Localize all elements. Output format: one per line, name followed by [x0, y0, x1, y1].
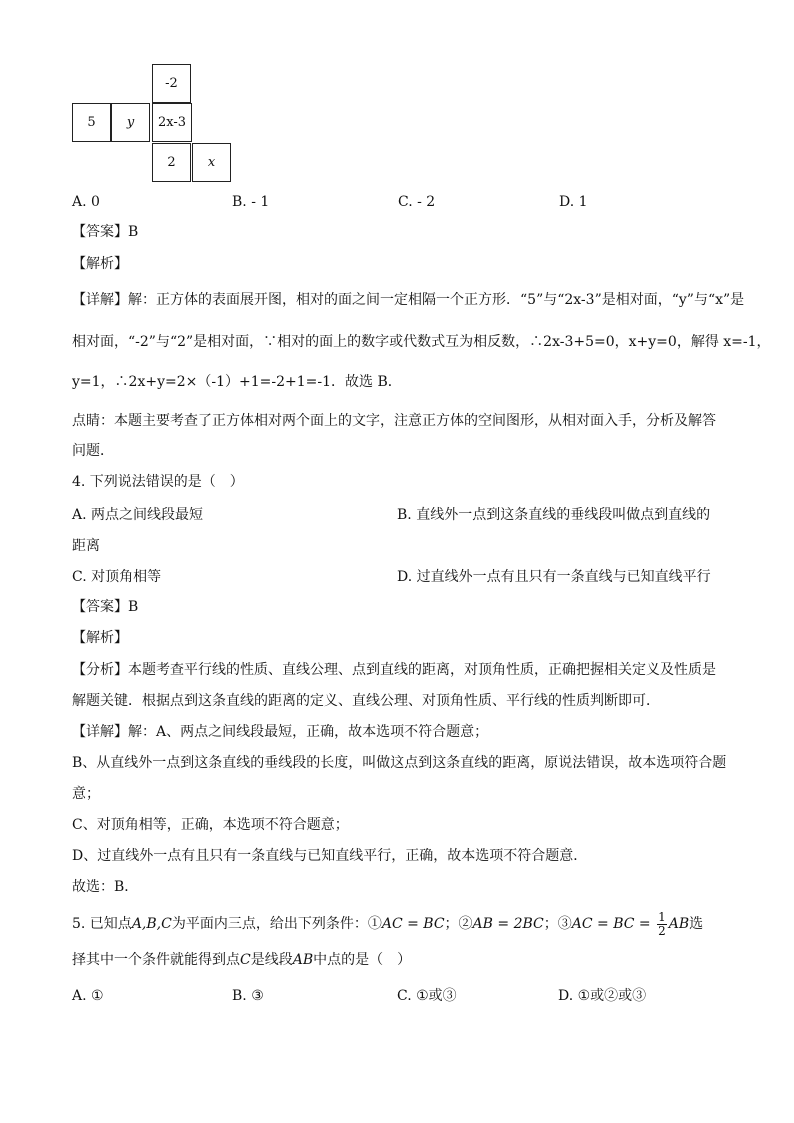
q5-fraction-numerator: 1 — [658, 909, 666, 924]
q3-detail-line-1: 【详解】解：正方体的表面展开图，相对的面之间一定相隔一个正方形．“5”与“2x-3”是相对面，“y”与“x”是 — [72, 292, 745, 308]
net-cell-2: 2 — [152, 143, 191, 182]
q4-option-d: D. 过直线外一点有且只有一条直线与已知直线平行 — [397, 569, 711, 585]
q5-option-d: D. ①或②或③ — [558, 988, 647, 1004]
q5-line-end: 选 — [689, 916, 704, 932]
q5-prefix: 5. 已知点 — [72, 916, 132, 932]
q5-points: A,B,C — [131, 916, 172, 932]
q5-condition-3: AC = BC = — [571, 916, 656, 932]
q5-line2-b: 是线段 — [250, 952, 293, 968]
net-cell-top: -2 — [152, 64, 191, 103]
net-cell-x: x — [192, 143, 231, 182]
q5-sep-2: ；③ — [543, 916, 572, 932]
q5-condition-3-tail: AB — [668, 916, 690, 932]
q4-detail-line-5: D、过直线外一点有且只有一条直线与已知直线平行，正确，故本选项不符合题意． — [72, 848, 588, 864]
q3-comment-line-1: 点睛：本题主要考查了正方体相对两个面上的文字，注意正方体的空间图形，从相对面入手，分析及解答 — [72, 413, 716, 429]
q3-comment-line-2: 问题． — [72, 443, 114, 459]
q4-option-b-line-2: 距离 — [72, 538, 100, 554]
q3-analysis-heading: 【解析】 — [72, 256, 128, 272]
q5-condition-1: AC = BC — [381, 916, 445, 932]
q5-line2-c: 中点的是（ ） — [313, 952, 412, 968]
q3-option-a: A. 0 — [72, 194, 100, 210]
q5-mid-text: 为平面内三点，给出下列条件：① — [171, 916, 382, 932]
q4-detail-line-3: 意； — [72, 786, 100, 802]
net-cell-2x-3: 2x-3 — [152, 103, 192, 142]
q4-detail-line-1: 【详解】解：A、两点之间线段最短，正确，故本选项不符合题意； — [72, 724, 489, 740]
q4-analysis-heading: 【解析】 — [72, 630, 128, 646]
q5-option-a: A. ① — [72, 988, 104, 1004]
q4-detail-line-4: C、对顶角相等，正确，本选项不符合题意； — [72, 817, 349, 833]
q5-condition-2: AB = 2BC — [472, 916, 544, 932]
q5-fraction-denominator: 2 — [658, 923, 666, 938]
q5-question-line-2 — [72, 950, 411, 970]
net-cell-5: 5 — [72, 103, 111, 142]
q4-fenxi-line-1: 【分析】本题考查平行线的性质、直线公理、点到直线的距离，对顶角性质，正确把握相关定义及性质是 — [72, 662, 716, 678]
q3-option-b: B. - 1 — [232, 194, 270, 210]
q5-point-c: C — [240, 952, 251, 968]
q5-question-line-1 — [72, 910, 703, 938]
q4-option-c: C. 对顶角相等 — [72, 569, 162, 585]
q4-option-b-line-1: B. 直线外一点到这条直线的垂线段叫做点到直线的 — [397, 507, 711, 523]
q4-question: 4. 下列说法错误的是（ ） — [72, 474, 244, 490]
q5-segment-ab: AB — [292, 952, 314, 968]
q4-detail-line-2: B、从直线外一点到这条直线的垂线段的长度，叫做这点到这条直线的距离，原说法错误，故本选项符合题 — [72, 755, 727, 771]
q3-answer: 【答案】B — [72, 224, 139, 240]
q4-answer: 【答案】B — [72, 599, 139, 615]
net-cell-y: y — [111, 103, 150, 142]
q4-conclusion: 故选：B． — [72, 879, 139, 895]
q5-option-b: B. ③ — [232, 988, 264, 1004]
q5-option-c: C. ①或③ — [397, 988, 457, 1004]
q4-option-a: A. 两点之间线段最短 — [72, 507, 204, 523]
q3-detail-line-3: y=1，∴2x+y=2×（-1）+1=-2+1=-1．故选 B． — [72, 374, 402, 390]
q3-detail-line-2: 相对面，“-2”与“2”是相对面，∵相对的面上的数字或代数式互为相反数，∴2x-3+5=0，x+y=0，解得 x=-1， — [72, 334, 771, 350]
q5-sep-1: ；② — [444, 916, 473, 932]
q5-line2-a: 择其中一个条件就能得到点 — [72, 952, 240, 968]
q3-option-d: D. 1 — [559, 194, 588, 210]
q4-fenxi-line-2: 解题关键．根据点到这条直线的距离的定义、直线公理、对顶角性质、平行线的性质判断即可． — [72, 693, 660, 709]
q5-fraction-half — [657, 911, 667, 938]
q3-option-c: C. - 2 — [398, 194, 436, 210]
